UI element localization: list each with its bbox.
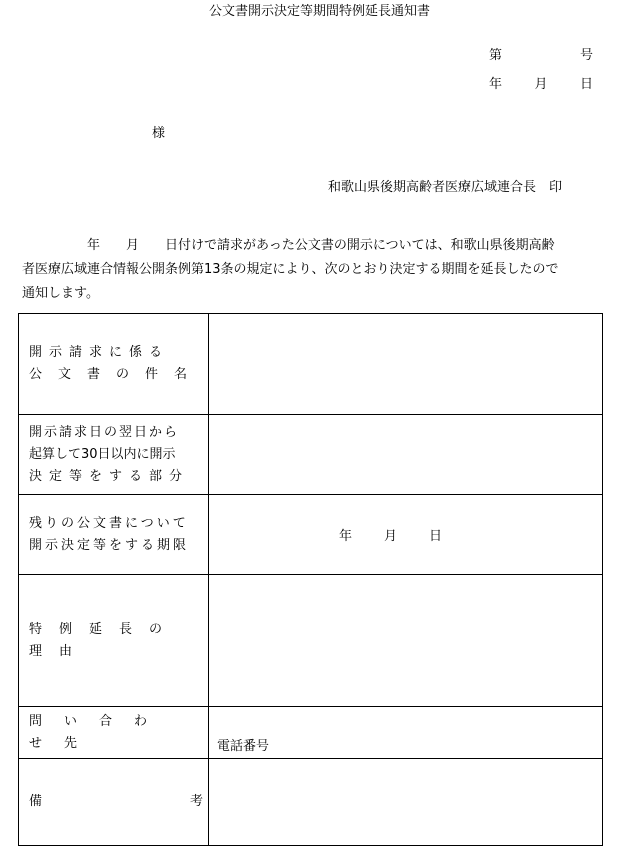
subject-value[interactable]: [209, 314, 603, 415]
issue-date-day: 日: [579, 77, 593, 92]
remarks-label-char-2: 考: [189, 794, 203, 809]
subject-label: [19, 314, 209, 415]
document-title: 公文書開示決定等期間特例延長通知書: [208, 4, 430, 19]
subject-label-line-1: 開示請求に係る: [29, 345, 170, 360]
issue-date: [489, 73, 593, 92]
deadline-value[interactable]: [209, 495, 603, 575]
issue-number-prefix: 第: [489, 48, 503, 63]
contact-label-text: 問い合わせ先: [29, 713, 170, 751]
subject-label-line-2: 公文書の件名: [29, 367, 204, 382]
contact-label: [19, 707, 209, 759]
partial-disclosure-label: [19, 415, 209, 495]
deadline-date: [209, 525, 602, 544]
body-line-2: 者医療広域連合情報公開条例第13条の規定により、次のとおり決定する期間を延長したので: [22, 262, 559, 277]
table-row: [19, 495, 603, 575]
table-row: [19, 759, 603, 846]
extension-reason-value[interactable]: [209, 575, 603, 707]
deadline-day: 日: [429, 529, 443, 544]
body-line-1: 年 月 日付けで請求があった公文書の開示については、和歌山県後期高齢: [22, 238, 555, 253]
body-text: [22, 234, 628, 306]
partial-disclosure-label-line-1: 開示請求日の翌日から: [29, 424, 180, 440]
remarks-label-char-1: 備: [29, 794, 43, 809]
deadline-month: 月: [383, 529, 397, 544]
extension-reason-label: [19, 575, 209, 707]
issuer: 和歌山県後期高齢者医療広域連合長 印: [328, 180, 563, 195]
form-table: [18, 313, 603, 846]
issue-number-suffix: 号: [579, 48, 593, 63]
remarks-value[interactable]: [209, 759, 603, 846]
table-row: [19, 707, 603, 759]
remarks-label-text: [29, 791, 203, 813]
table-row: [19, 575, 603, 707]
deadline-label-line-2: 開示決定等をする期限: [29, 537, 190, 553]
deadline-label: [19, 495, 209, 575]
issue-number: [489, 44, 593, 63]
deadline-year: 年: [338, 529, 352, 544]
extension-reason-label-text: 特例延長の理由: [29, 621, 180, 659]
partial-disclosure-label-line-2: 起算して30日以内に開示: [29, 446, 176, 462]
body-line-3: 通知します。: [22, 286, 99, 301]
issue-date-month: 月: [534, 77, 548, 92]
phone-number-label: 電話番号: [217, 739, 270, 754]
partial-disclosure-value[interactable]: [209, 415, 603, 495]
contact-value[interactable]: [209, 707, 603, 759]
table-row: [19, 415, 603, 495]
issue-date-year: 年: [489, 77, 503, 92]
remarks-label: [19, 759, 209, 846]
deadline-label-line-1: 残りの公文書について: [29, 515, 189, 531]
addressee: 様: [152, 126, 166, 141]
partial-disclosure-label-line-3: 決定等をする部分: [29, 468, 190, 484]
table-row: [19, 314, 603, 415]
